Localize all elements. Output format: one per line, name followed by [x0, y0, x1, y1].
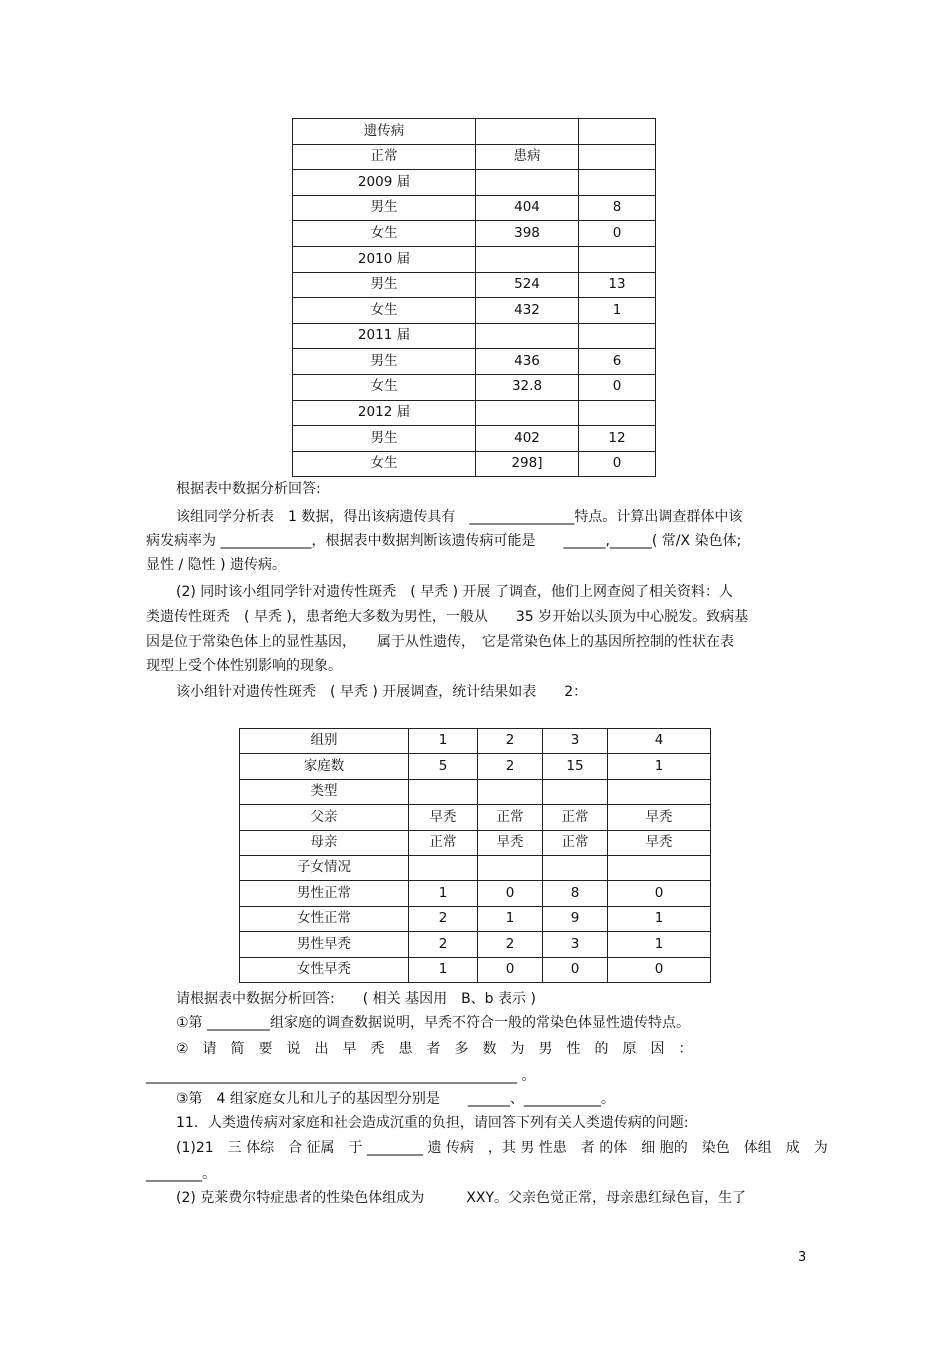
table-cell [409, 855, 478, 880]
table-cell: 0 [579, 451, 656, 477]
table-row [240, 779, 711, 804]
table-cell: 0 [608, 957, 711, 982]
table-cell: 早秃 [608, 805, 711, 830]
table-2 [239, 728, 711, 983]
table-row [240, 830, 711, 855]
text-line: ________。 [146, 1166, 216, 1182]
table-cell: 2 [409, 932, 478, 957]
table-cell: 398 [476, 221, 579, 247]
text-line: 因是位于常染色体上的显性基因， 属于从性遗传， 它是常染色体上的基因所控制的性状在表 [146, 634, 734, 650]
table-cell: 正常 [409, 830, 478, 855]
text-line: ①第 _________组家庭的调查数据说明，早秃不符合一般的常染色体显性遗传特点。 [176, 1015, 690, 1031]
text-line: (2) 克莱费尔特症患者的性染色体组成为 XXY。父亲色觉正常，母亲患红绿色盲，生了 [176, 1190, 747, 1206]
table-cell: 父亲 [240, 805, 409, 830]
text-line: 显性 / 隐性 ) 遗传病。 [146, 557, 286, 573]
table-row [293, 374, 656, 400]
table-cell: 2 [478, 729, 543, 754]
table-cell: 1 [409, 881, 478, 906]
table-cell: 2 [478, 754, 543, 779]
text-line: 病发病率为 _____________，根据表中数据判断该遗传病可能是 ______,______( 常/X 染色体; [146, 533, 742, 549]
table-cell: 13 [579, 272, 656, 298]
table-cell: 女生 [293, 298, 476, 324]
table-row [293, 119, 656, 145]
table-cell [579, 170, 656, 196]
table-cell: 9 [543, 906, 608, 931]
table-cell: 8 [543, 881, 608, 906]
table-row [293, 426, 656, 452]
table-cell: 3 [543, 729, 608, 754]
table-cell: 男生 [293, 195, 476, 221]
table-cell: 女性早秃 [240, 957, 409, 982]
table-cell: 男生 [293, 272, 476, 298]
table-cell: 5 [409, 754, 478, 779]
table-cell [579, 144, 656, 170]
table-cell [476, 323, 579, 349]
table-cell: 1 [608, 754, 711, 779]
table-cell: 1 [579, 298, 656, 324]
table-cell [608, 779, 711, 804]
table-cell: 298] [476, 451, 579, 477]
table-cell: 0 [608, 881, 711, 906]
table-cell: 0 [579, 374, 656, 400]
table-cell [543, 855, 608, 880]
table-cell: 女性正常 [240, 906, 409, 931]
table-cell [476, 170, 579, 196]
table-cell [409, 779, 478, 804]
text-line: ③第 4 组家庭女儿和儿子的基因型分别是 ______、___________。 [176, 1091, 615, 1107]
table-row [240, 729, 711, 754]
table-cell: 12 [579, 426, 656, 452]
table-cell: 女生 [293, 374, 476, 400]
table-cell: 404 [476, 195, 579, 221]
table-cell: 早秃 [478, 830, 543, 855]
table-cell: 2009 届 [293, 170, 476, 196]
table-cell: 正常 [478, 805, 543, 830]
table-cell [579, 400, 656, 426]
table-cell: 402 [476, 426, 579, 452]
table-cell: 1 [608, 906, 711, 931]
table-cell: 早秃 [608, 830, 711, 855]
text-line: 类遗传性斑秃 ( 早秃 )，患者绝大多数为男性，一般从 35 岁开始以头顶为中心脱发。致病基 [146, 609, 749, 625]
table-row [240, 754, 711, 779]
table-cell: 男性正常 [240, 881, 409, 906]
text-line: 11．人类遗传病对家庭和社会造成沉重的负担，请回答下列有关人类遗传病的问题: [176, 1115, 689, 1131]
table-cell: 早秃 [409, 805, 478, 830]
table-cell: 2010 届 [293, 246, 476, 272]
table-cell: 0 [543, 957, 608, 982]
text-line: 请根据表中数据分析回答: ( 相关 基因用 B、b 表示 ) [176, 991, 536, 1007]
text-line: 现型上受个体性别影响的现象。 [146, 658, 342, 674]
table-cell: 1 [478, 906, 543, 931]
table-row [293, 170, 656, 196]
table-cell: 436 [476, 349, 579, 375]
table-cell: 家庭数 [240, 754, 409, 779]
table-cell [476, 119, 579, 145]
table-row [293, 144, 656, 170]
table-cell: 4 [608, 729, 711, 754]
text-line: _____________________________________________________ 。 [146, 1068, 536, 1084]
table-cell [476, 246, 579, 272]
table-cell: 0 [478, 881, 543, 906]
table-row [293, 272, 656, 298]
table-row [240, 855, 711, 880]
table-row [293, 298, 656, 324]
table-row [240, 881, 711, 906]
table-row [293, 221, 656, 247]
table-cell: 母亲 [240, 830, 409, 855]
table-cell: 1 [409, 957, 478, 982]
table-cell: 男生 [293, 426, 476, 452]
table-cell [608, 855, 711, 880]
table-cell: 0 [579, 221, 656, 247]
table-cell: 遗传病 [293, 119, 476, 145]
table-cell: 1 [409, 729, 478, 754]
table-cell: 2011 届 [293, 323, 476, 349]
table-cell: 正常 [543, 805, 608, 830]
table-cell: 2 [478, 932, 543, 957]
table-cell: 正常 [543, 830, 608, 855]
table-cell: 类型 [240, 779, 409, 804]
table-cell: 6 [579, 349, 656, 375]
table-cell [543, 779, 608, 804]
table-cell [478, 779, 543, 804]
table-cell: 432 [476, 298, 579, 324]
table-cell: 15 [543, 754, 608, 779]
table-cell: 32.8 [476, 374, 579, 400]
table-cell: 男生 [293, 349, 476, 375]
table-cell [476, 400, 579, 426]
table-row [240, 906, 711, 931]
table-cell [579, 119, 656, 145]
table-row [240, 957, 711, 982]
table-row [293, 246, 656, 272]
text-line: ② 请 简 要 说 出 早 秃 患 者 多 数 为 男 性 的 原 因 ： [176, 1041, 693, 1057]
table-cell [579, 246, 656, 272]
table-cell: 患病 [476, 144, 579, 170]
table-1 [292, 118, 656, 477]
text-line: 根据表中数据分析回答: [176, 481, 321, 497]
text-line: 该组同学分析表 1 数据，得出该病遗传具有 _______________特点。计算出调查群体中该 [176, 509, 743, 525]
table-cell: 2 [409, 906, 478, 931]
table-cell [478, 855, 543, 880]
table-cell: 男性早秃 [240, 932, 409, 957]
table-cell: 0 [478, 957, 543, 982]
table-cell: 女生 [293, 451, 476, 477]
text-line: 该小组针对遗传性斑秃 ( 早秃 ) 开展调查，统计结果如表 2： [176, 684, 588, 700]
table-row [293, 195, 656, 221]
table-row [240, 805, 711, 830]
table-row [293, 349, 656, 375]
table-row [293, 323, 656, 349]
page-number: 3 [798, 1250, 807, 1265]
table-row [240, 932, 711, 957]
table-cell [579, 323, 656, 349]
text-line: (2) 同时该小组同学针对遗传性斑秃 ( 早秃 ) 开展 了调查，他们上网查阅了相关资料：人 [176, 584, 734, 600]
table-cell: 女生 [293, 221, 476, 247]
table-cell: 正常 [293, 144, 476, 170]
text-line: (1)21 三 体综 合 征属 于 ________ 遗 传病 ，其 男 性患 者 的体 细 胞的 染色 体组 成 为 [176, 1140, 828, 1156]
table-cell: 2012 届 [293, 400, 476, 426]
table-cell: 8 [579, 195, 656, 221]
table-cell: 组别 [240, 729, 409, 754]
table-cell: 子女情况 [240, 855, 409, 880]
table-cell: 524 [476, 272, 579, 298]
table-row [293, 400, 656, 426]
table-row [293, 451, 656, 477]
table-cell: 1 [608, 932, 711, 957]
table-cell: 3 [543, 932, 608, 957]
